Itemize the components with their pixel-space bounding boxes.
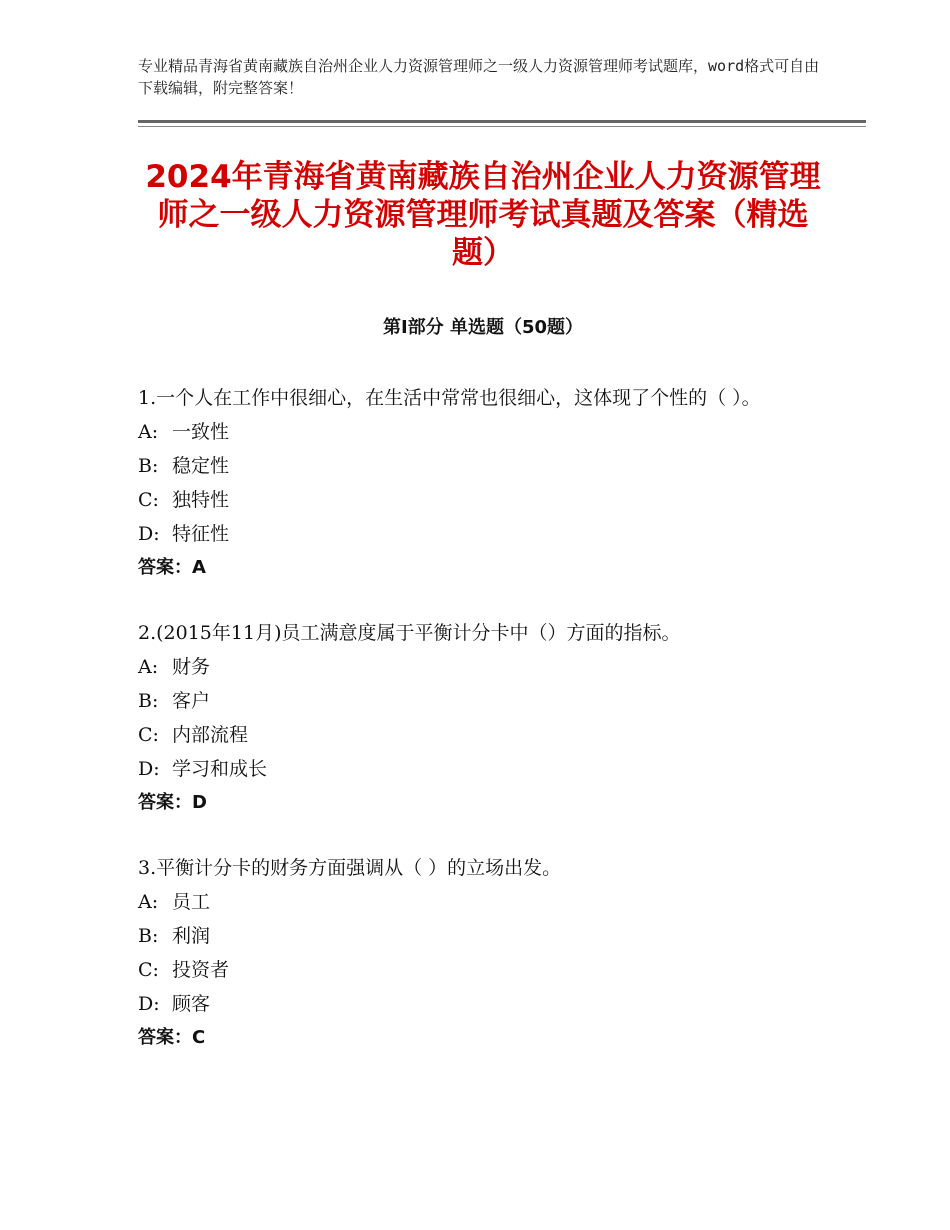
section-title: 第Ⅰ部分 单选题（50题） (382, 317, 583, 338)
option-a (138, 650, 838, 684)
option-text: 独特性 (172, 489, 230, 511)
option-b (138, 684, 838, 718)
option-letter: D: (138, 993, 160, 1015)
option-d (138, 987, 838, 1021)
option-c (138, 483, 838, 517)
question-3 (138, 852, 838, 1055)
option-letter: B: (138, 925, 159, 947)
option-letter: A: (138, 656, 159, 678)
option-d (138, 517, 838, 551)
option-text: 内部流程 (172, 724, 249, 746)
option-letter: A: (138, 421, 159, 443)
document-title: 2024年青海省黄南藏族自治州企业人力资源管理师之一级人力资源管理师考试真题及答案（精选题） (145, 159, 821, 271)
header-divider-thin (138, 126, 866, 127)
option-b (138, 449, 838, 483)
option-letter: B: (138, 455, 159, 477)
option-a (138, 415, 838, 449)
option-letter: C: (138, 724, 159, 746)
option-a (138, 885, 838, 919)
option-text: 稳定性 (172, 455, 230, 477)
question-text: 3.平衡计分卡的财务方面强调从（ ）的立场出发。 (138, 857, 562, 879)
option-letter: C: (138, 959, 159, 981)
option-d (138, 752, 838, 786)
option-letter: C: (138, 489, 159, 511)
option-text: 投资者 (172, 959, 230, 981)
option-letter: D: (138, 758, 160, 780)
option-text: 员工 (172, 891, 211, 913)
header-note: 专业精品青海省黄南藏族自治州企业人力资源管理师之一级人力资源管理师考试题库，word格式可自由下载编辑，附完整答案！ (138, 57, 820, 97)
option-text: 学习和成长 (172, 758, 268, 780)
header-divider-thick (138, 120, 866, 123)
answer-line: 答案：A (138, 557, 206, 578)
question-list (138, 382, 838, 1087)
answer-line: 答案：C (138, 1027, 206, 1048)
option-letter: A: (138, 891, 159, 913)
option-text: 财务 (172, 656, 211, 678)
question-text: 2.(2015年11月)员工满意度属于平衡计分卡中（）方面的指标。 (138, 622, 681, 644)
option-b (138, 919, 838, 953)
option-text: 顾客 (172, 993, 211, 1015)
question-1 (138, 382, 838, 585)
answer-line: 答案：D (138, 792, 207, 813)
option-c (138, 718, 838, 752)
option-text: 利润 (172, 925, 211, 947)
option-c (138, 953, 838, 987)
option-text: 客户 (172, 690, 211, 712)
question-2 (138, 617, 838, 820)
option-text: 一致性 (172, 421, 230, 443)
option-text: 特征性 (172, 523, 230, 545)
question-text: 1.一个人在工作中很细心，在生活中常常也很细心，这体现了个性的（ ）。 (138, 387, 761, 409)
option-letter: B: (138, 690, 159, 712)
option-letter: D: (138, 523, 160, 545)
